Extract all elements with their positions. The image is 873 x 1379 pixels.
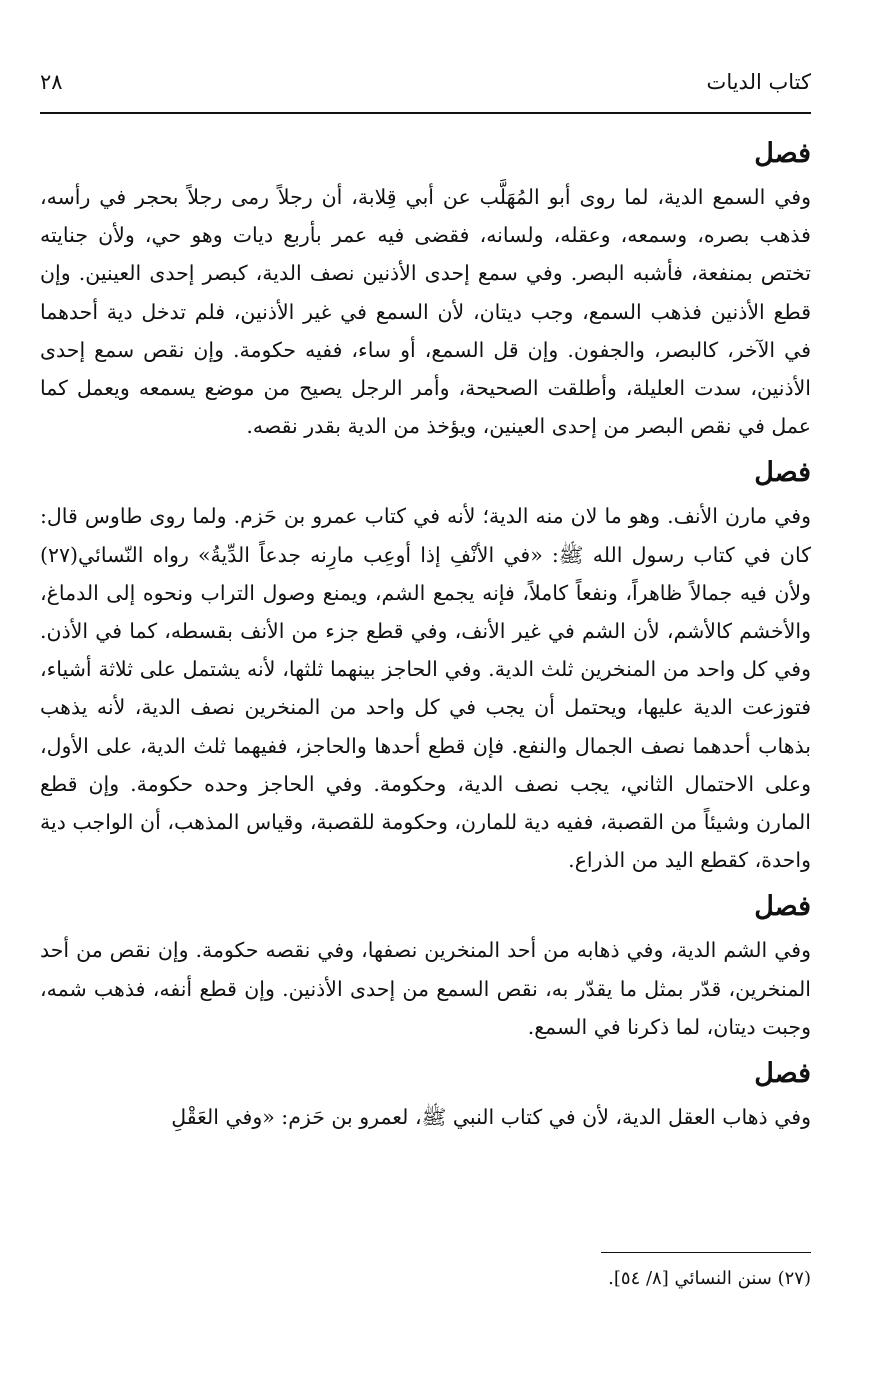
section [40, 453, 811, 879]
section-paragraph: وفي السمع الدية، لما روى أبو المُهَلَّب عن أبي قِلابة، أن رجلاً رمى رجلاً بحجر في رأسه، فذهب بصره، وسمعه، وعقله، ولسانه، فقضى فيه عمر بأربع ديات وهو حي، ولأن جنايته تختص بمنفعة، فأشبه البصر. وفي سمع إحدى الأذنين نصف الدية، كبصر إحدى العينين. وإن قطع الأذنين فذهب السمع، وجب ديتان، لأن السمع في غير الأذنين، فلم تدخل دية أحدهما في الآخر، كالبصر، والجفون. وإن قل السمع، أو ساء، ففيه حكومة. وإن نقص سمع إحدى الأذنين، سدت العليلة، وأطلقت الصحيحة، وأمر الرجل يصيح من موضع يسمعه ويعمل كما عمل في نقص البصر من إحدى العينين، ويؤخذ من الدية بقدر نقصه. [40, 185, 811, 439]
section-heading: فصل [754, 457, 811, 489]
page-number: ٢٨ [40, 70, 63, 94]
section [40, 1054, 811, 1136]
book-title: كتاب الديات [706, 70, 811, 94]
section-paragraph: وفي ذهاب العقل الدية، لأن في كتاب النبي ﷺ، لعمرو بن حَزم: «وفي العَقْلِ [171, 1105, 811, 1130]
section-heading: فصل [754, 1058, 811, 1090]
page-header [40, 62, 811, 102]
footnote: (٢٧) سنن النسائي [٨/ ٥٤]. [608, 1268, 811, 1289]
footnote-rule [601, 1252, 811, 1253]
header-rule [40, 112, 811, 114]
section [40, 887, 811, 1046]
section-paragraph: وفي الشم الدية، وفي ذهابه من أحد المنخرين نصفها، وفي نقصه حكومة. وإن نقص من أحد المنخرين، قدّر بمثل ما يقدّر به، نقص السمع من إحدى الأذنين. وإن قطع أنفه، فذهب شمه، وجبت ديتان، لما ذكرنا في السمع. [40, 938, 811, 1039]
section-heading: فصل [754, 891, 811, 923]
section-paragraph: وفي مارن الأنف. وهو ما لان منه الدية؛ لأنه في كتاب عمرو بن حَزم. ولما روى طاوس قال: كان في كتاب رسول الله ﷺ: «في الأنْفِ إذا أوعِب مارِنه جدعاً الدِّيةُ» رواه النّسائي(٢٧) ولأن فيه جمالاً ظاهراً، ونفعاً كاملاً، فإنه يجمع الشم، ويمنع وصول التراب ونحوه إلى الدماغ، والأخشم كالأشم، لأن الشم في غير الأنف، وفي قطع جزء من الأنف بقسطه، كما في الأذن. وفي كل واحد من المنخرين ثلث الدية. وفي الحاجز بينهما ثلثها، لأنه يشتمل على ثلاثة أشياء، فتوزعت الدية عليها، ويحتمل أن يجب في كل واحد من المنخرين نصف الدية، لأنه يذهب بذهاب أحدهما نصف الجمال والنفع. فإن قطع أحدها والحاجز، ففيهما ثلث الدية، على الأول، وعلى الاحتمال الثاني، يجب نصف الدية، وحكومة. وفي الحاجز وحده حكومة. وإن قطع المارن وشيئاً من القصبة، ففيه دية للمارن، وحكومة للقصبة، وقياس المذهب، أن الواجب دية واحدة، كقطع اليد من الذراع. [40, 504, 811, 873]
section-heading: فصل [754, 138, 811, 169]
section [40, 134, 811, 445]
page-body [40, 134, 811, 1144]
